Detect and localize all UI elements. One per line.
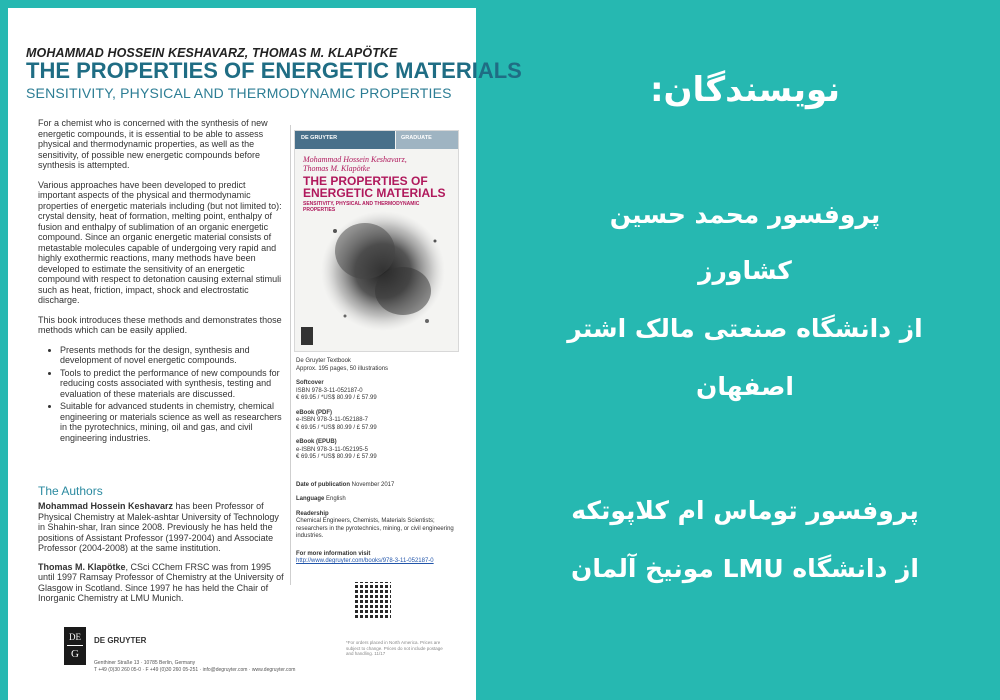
- caption-line: پروفسور توماس ام کلاپوتکه: [571, 496, 919, 525]
- epub-label: eBook (EPUB): [296, 439, 337, 445]
- softcover-price: € 69.95 / *US$ 80.99 / £ 57.99: [296, 395, 377, 401]
- fine-print: *For orders placed in North America. Prices are subject to change. Prices do not include postage and handling. 11/17: [346, 640, 443, 656]
- caption-line: از دانشگاه صنعتی مالک اشتر: [567, 314, 923, 343]
- caption-line: اصفهان: [696, 372, 794, 401]
- author-name: Mohammad Hossein Keshavarz: [38, 501, 174, 511]
- list-item: • Presents methods for the design, synthesis and development of novel energetic compounds.: [60, 345, 284, 366]
- footer-publisher: DE GRUYTER: [94, 636, 147, 645]
- softcover-label: Softcover: [296, 380, 324, 386]
- book-pages: Approx. 195 pages, 50 illustrations: [296, 365, 389, 372]
- authors-bios: [38, 501, 284, 612]
- paragraph: This book introduces these methods and demonstrates those methods which can be easily applied.: [38, 314, 282, 335]
- author-bio: [38, 562, 284, 604]
- cover-title: THE PROPERTIES OF ENERGETIC MATERIALS: [303, 174, 446, 200]
- caption-line: از دانشگاه LMU مونیخ آلمان: [570, 554, 919, 583]
- list-item: • Tools to predict the performance of new compounds for reducing costs associated with synthesis, testing and evaluation of these materials are discussed.: [60, 368, 284, 400]
- epub-isbn: e-ISBN 978-3-11-052195-5: [296, 446, 368, 453]
- more-info-label: For more information visit: [296, 550, 371, 557]
- explosion-image: [295, 131, 458, 351]
- flyer-description: [38, 118, 284, 445]
- author-bio-text: , CSci CChem FRSC was from 1995 until 1997 Ramsay Professor of Chemistry at the University of Glasgow in Scotland. Since 1997 he has held the Chair of Inorganic Chemistry at LMU Munich.: [38, 561, 284, 603]
- author-name: Thomas M. Klapötke: [38, 561, 126, 572]
- book-details: [296, 358, 466, 566]
- feature-list: [38, 345, 284, 444]
- readership-text: Chemical Engineers, Chemists, Materials Scientists; researchers in the pyrotechnics, mining, or civil engineering industries.: [296, 518, 454, 539]
- cover-subtitle: SENSITIVITY, PHYSICAL AND THERMODYNAMIC PROPERTIES: [303, 201, 420, 213]
- de-gruyter-logo: DE G: [64, 627, 86, 665]
- persian-caption: [490, 0, 1000, 700]
- paragraph: For a chemist who is concerned with the synthesis of new energetic compounds, it is essential to be able to assess physical and thermodynamic properties, as well as the sensitivity, of possible new energetic compounds before synthesis is attempted.: [38, 118, 268, 170]
- caption-heading: نویسندگان:: [649, 70, 841, 110]
- readership-label: Readership: [296, 510, 329, 517]
- flyer-title: THE PROPERTIES OF ENERGETIC MATERIALS: [26, 58, 522, 83]
- book-url-link[interactable]: http://www.degruyter.com/books/978-3-11-052187-0: [296, 558, 434, 564]
- cover-publisher: DE GRUYTER: [301, 135, 338, 141]
- pdf-price: € 69.95 / *US$ 80.99 / £ 57.99: [296, 424, 377, 431]
- paragraph: Various approaches have been developed to predict important aspects of the physical and thermodynamic properties of energetic materials including (but not limited to): crystal density, heat of formation, melting point, enthalpy of fusion and enthalpy of sublimation of an organic energetic compound. Since an organic energetic material consists of metastable molecules capable of undergoing very rapid and highly exothermic reactions, many methods have been developed to estimate the sensitivity of an energetic compound with respect to detonation causing external stimuli such as heat, friction, impact, shock and electrostatic discharge.: [38, 179, 282, 305]
- language: Language English: [296, 496, 346, 502]
- book-type: De Gruyter Textbook: [296, 358, 351, 364]
- caption-line: کشاورز: [698, 256, 792, 285]
- author-bio: [38, 501, 284, 554]
- flyer-authors: MOHAMMAD HOSSEIN KESHAVARZ, THOMAS M. KLAPÖTKE: [26, 46, 398, 60]
- flyer-subtitle: SENSITIVITY, PHYSICAL AND THERMODYNAMIC PROPERTIES: [26, 85, 452, 101]
- list-item: • Suitable for advanced students in chemistry, chemical engineering or materials science as well as researchers in the pyrotechnics, mining, oil and gas, and civil engineering industries.: [60, 401, 284, 443]
- pdf-isbn: e-ISBN 978-3-11-052188-7: [296, 417, 368, 423]
- cover-logo: [301, 327, 313, 345]
- book-cover: [294, 130, 459, 352]
- column-divider: [290, 125, 291, 585]
- footer-address: Genthiner Straße 13 · 10785 Berlin, Germany T +49 (0)30 260 05-0 · F +49 (0)30 260 05-251 · info@degruyter.com · www.degruyter.com: [94, 660, 296, 673]
- publication-date: Date of publication November 2017: [296, 481, 395, 488]
- author-bio-text: has been Professor of Physical Chemistry at Malek-ashtar University of Technology in Shahin-shar, Iran since 2008. Previously he has held the positions of Assistant Professor (1997-2004) and Associate Professor (2004-2008) at the same institution.: [38, 501, 279, 553]
- caption-line: پروفسور محمد حسین: [609, 200, 881, 229]
- epub-price: € 69.95 / *US$ 80.99 / £ 57.99: [296, 454, 377, 460]
- pdf-label: eBook (PDF): [296, 409, 332, 416]
- cover-series: GRADUATE: [401, 135, 432, 141]
- softcover-isbn: ISBN 978-3-11-052187-0: [296, 387, 363, 394]
- authors-heading: The Authors: [38, 484, 103, 498]
- cover-authors: Mohammad Hossein Keshavarz, Thomas M. Klapötke: [303, 155, 407, 173]
